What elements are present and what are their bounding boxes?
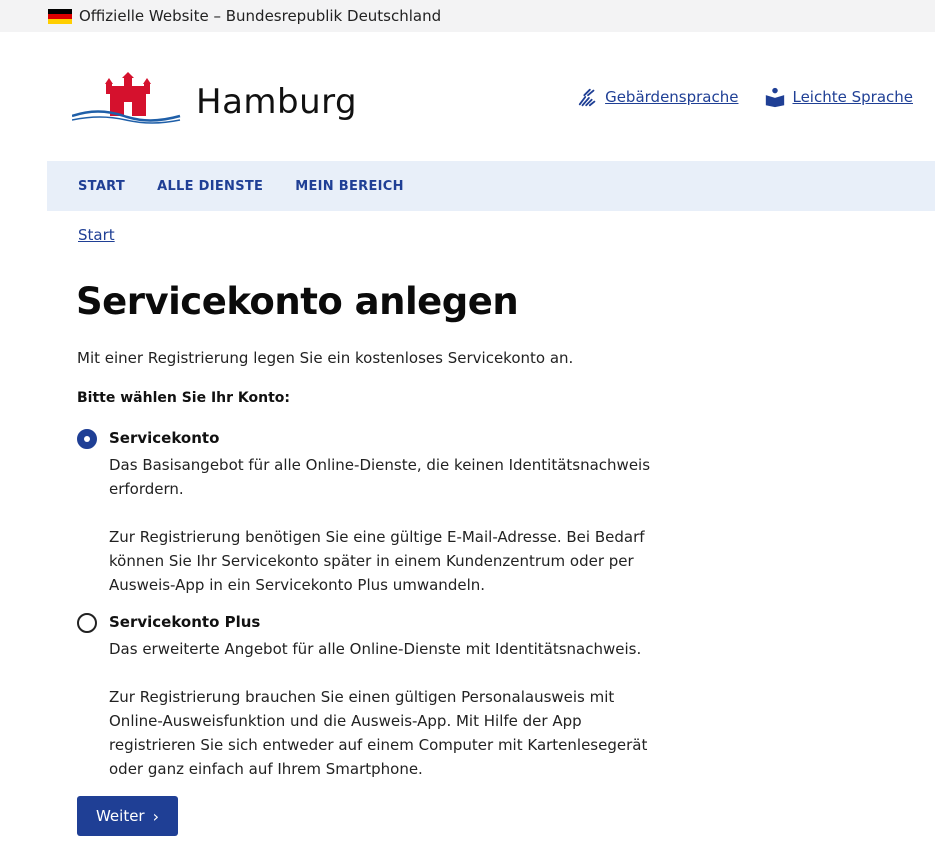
option-description-text: Das erweiterte Angebot für alle Online-Dienste mit Identitätsnachweis. xyxy=(109,640,642,658)
continue-label: Weiter xyxy=(95,807,145,825)
easy-language-label: Leichte Sprache xyxy=(792,88,913,106)
option-description-text: Zur Registrierung brauchen Sie einen gültigen Personalausweis mit Online-Ausweisfunktion und die Ausweis-App. Mit Hilfe der App registrieren Sie sich entweder auf einem Computer mit Kartenlesegerät oder ganz einfach auf Ihrem Smartphone. xyxy=(109,688,648,778)
option-title: Servicekonto xyxy=(109,429,220,447)
official-site-text: Offizielle Website – Bundesrepublik Deutschland xyxy=(79,7,442,25)
german-flag-icon xyxy=(48,9,72,24)
logo-text: Hamburg xyxy=(196,82,358,122)
option-description xyxy=(109,453,669,621)
radio-servicekonto-plus[interactable] xyxy=(77,613,97,633)
nav-item-my-area[interactable]: MEIN BEREICH xyxy=(295,178,404,194)
radio-servicekonto[interactable] xyxy=(77,429,97,449)
nav-item-start[interactable]: START xyxy=(78,178,126,194)
header-links xyxy=(577,86,913,108)
hamburg-logo[interactable] xyxy=(72,72,362,132)
continue-button[interactable] xyxy=(77,796,178,836)
hamburg-castle-icon xyxy=(72,72,184,128)
sign-language-icon xyxy=(577,86,599,108)
option-description xyxy=(109,637,669,805)
option-description-text: Das Basisangebot für alle Online-Dienste, die keinen Identitätsnachweis erfordern. xyxy=(109,456,651,498)
option-description-text: Zur Registrierung benötigen Sie eine gültige E-Mail-Adresse. Bei Bedarf können Sie Ihr Servicekonto später in einem Kundenzentrum oder per Ausweis-App in ein Servicekonto Plus umwandeln. xyxy=(109,528,645,594)
main-navigation xyxy=(47,161,935,211)
intro-text: Mit einer Registrierung legen Sie ein kostenloses Servicekonto an. xyxy=(77,349,574,367)
nav-item-all-services[interactable]: ALLE DIENSTE xyxy=(157,178,264,194)
page-title: Servicekonto anlegen xyxy=(76,280,519,323)
sign-language-label: Gebärdensprache xyxy=(605,88,739,106)
easy-language-icon xyxy=(764,86,786,108)
option-title: Servicekonto Plus xyxy=(109,613,261,631)
official-site-bar xyxy=(0,0,935,32)
sign-language-link[interactable] xyxy=(577,86,738,108)
breadcrumb-start[interactable]: Start xyxy=(78,226,115,244)
chevron-right-icon: › xyxy=(152,806,160,826)
choose-account-label: Bitte wählen Sie Ihr Konto: xyxy=(77,390,291,406)
easy-language-link[interactable] xyxy=(764,86,913,108)
